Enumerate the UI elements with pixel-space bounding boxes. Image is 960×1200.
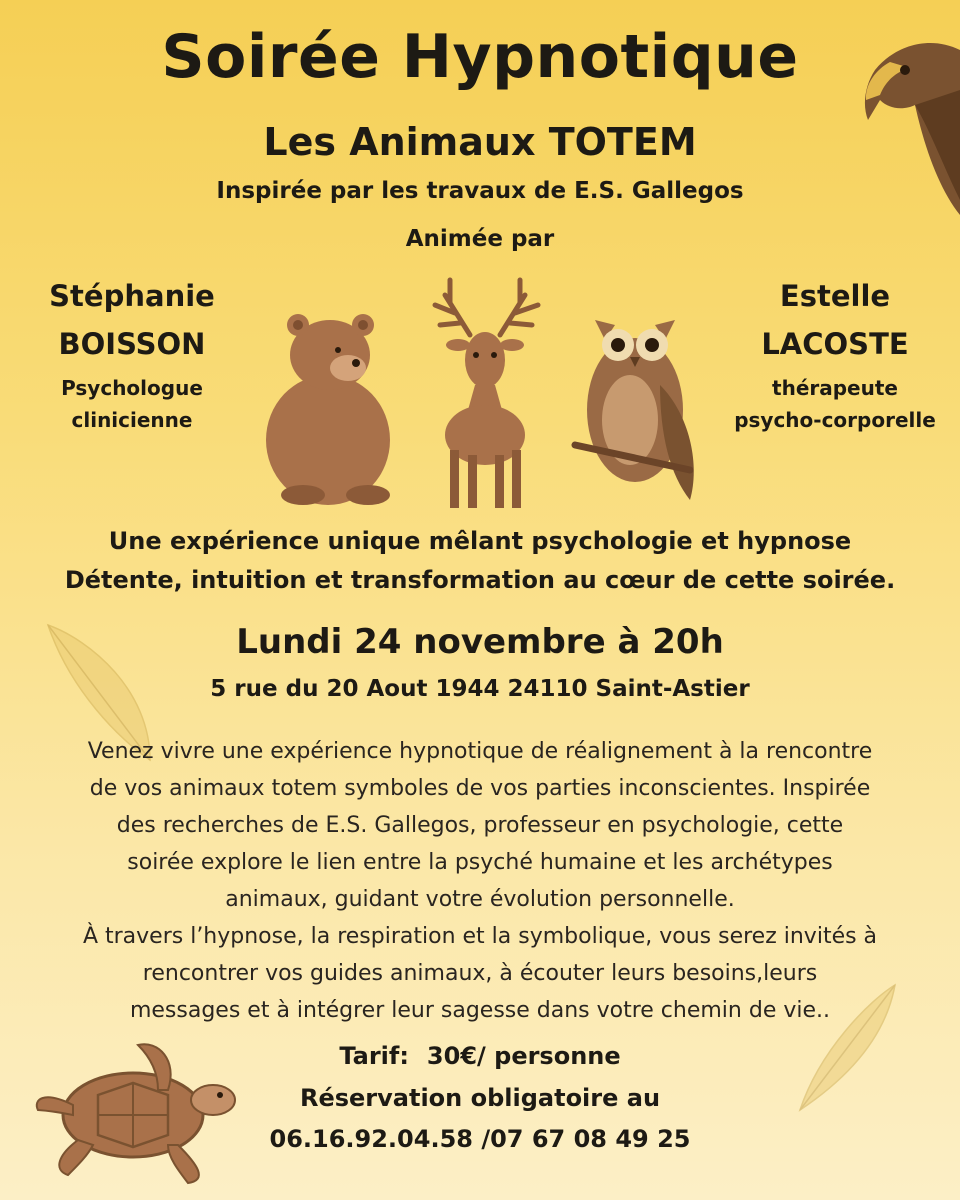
host-first-name: Stéphanie bbox=[49, 279, 215, 313]
host-role-line: psycho-corporelle bbox=[734, 408, 936, 432]
event-description bbox=[40, 733, 920, 1029]
reservation-note: Réservation obligatoire au bbox=[299, 1084, 661, 1112]
host-last-name: BOISSON bbox=[58, 327, 206, 361]
pricing-value: 30€/ personne bbox=[426, 1042, 621, 1070]
host-last-name: LACOSTE bbox=[761, 327, 909, 361]
tagline-line-1: Une expérience unique mêlant psychologie et hypnose bbox=[108, 527, 852, 555]
event-date: Lundi 24 novembre à 20h bbox=[236, 622, 724, 662]
description-line: animaux, guidant votre évolution personnelle. bbox=[225, 887, 735, 912]
host-role-line: clinicienne bbox=[71, 408, 193, 432]
host-first-name: Estelle bbox=[779, 279, 891, 313]
tagline-line-2: Détente, intuition et transformation au cœur de cette soirée. bbox=[64, 566, 896, 594]
description-line: soirée explore le lien entre la psyché humaine et les archétypes bbox=[127, 850, 833, 875]
description-line: rencontrer vos guides animaux, à écouter leurs besoins,leurs bbox=[142, 961, 818, 986]
host-role bbox=[715, 372, 955, 436]
host-card-lacoste bbox=[715, 272, 955, 436]
bear-icon bbox=[258, 310, 398, 510]
host-role-line: thérapeute bbox=[772, 376, 898, 400]
host-card-boisson bbox=[12, 272, 252, 436]
description-line: de vos animaux totem symboles de vos parties inconscientes. Inspirée bbox=[89, 776, 871, 801]
pricing-label: Tarif: bbox=[339, 1042, 409, 1070]
hosted-by-label: Animée par bbox=[405, 226, 555, 252]
phone-numbers: 06.16.92.04.58 /07 67 08 49 25 bbox=[269, 1125, 691, 1153]
owl-icon bbox=[570, 305, 710, 505]
event-address: 5 rue du 20 Aout 1944 24110 Saint-Astier bbox=[210, 676, 750, 702]
deer-icon bbox=[420, 275, 550, 515]
inspired-by-line: Inspirée par les travaux de E.S. Gallegos bbox=[216, 178, 744, 204]
description-line: À travers l’hypnose, la respiration et la symbolique, vous serez invités à bbox=[82, 924, 878, 949]
description-line: Venez vivre une expérience hypnotique de réalignement à la rencontre bbox=[87, 739, 873, 764]
host-role bbox=[12, 372, 252, 436]
pricing bbox=[0, 1042, 960, 1070]
description-line: messages et à intégrer leur sagesse dans votre chemin de vie.. bbox=[129, 998, 831, 1023]
host-role-line: Psychologue bbox=[61, 376, 203, 400]
event-title: Soirée Hypnotique bbox=[161, 22, 799, 92]
event-subtitle: Les Animaux TOTEM bbox=[263, 120, 697, 164]
description-line: des recherches de E.S. Gallegos, professeur en psychologie, cette bbox=[116, 813, 844, 838]
